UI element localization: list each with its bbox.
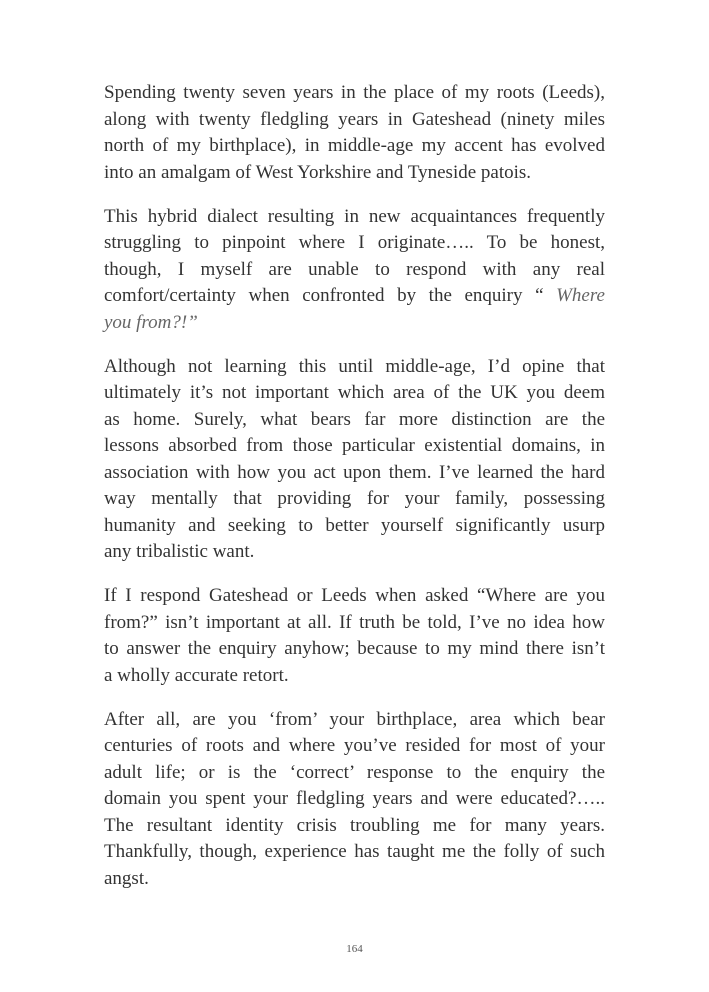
text-line: as home. Surely, what bears far more distinction are the	[104, 408, 605, 430]
text-line: north of my birthplace), in middle-age my accent has evolved	[104, 135, 605, 156]
text-line: adult life; or is the ‘correct’ response to the enquiry the	[104, 761, 605, 783]
text-line: Spending twenty seven years in the place of my roots (Leeds),	[104, 82, 605, 103]
text-line: If I respond Gateshead or Leeds when asked “Where are you	[104, 585, 605, 606]
text-line: humanity and seeking to better yourself significantly usurp	[104, 514, 605, 536]
text-line: lessons absorbed from those particular existential domains, in	[104, 435, 605, 456]
text-line: angst.	[104, 867, 149, 889]
text-line: The resultant identity crisis troubling me for many years.	[104, 814, 605, 836]
paragraph	[104, 583, 605, 689]
text-line: to answer the enquiry anyhow; because to my mind there isn’t	[104, 638, 605, 659]
body-text	[104, 80, 605, 910]
text-line: Although not learning this until middle-age, I’d opine that	[104, 355, 605, 377]
text-line: way mentally that providing for your family, possessing	[104, 488, 605, 509]
text-line: into an amalgam of West Yorkshire and Tyneside patois.	[104, 161, 532, 183]
text-line: along with twenty fledgling years in Gateshead (ninety miles	[104, 108, 605, 130]
paragraph	[104, 354, 605, 566]
italic-quote: Where	[556, 285, 605, 306]
text-line: domain you spent your fledgling years and were educated?…..	[104, 788, 605, 809]
paragraph	[104, 204, 605, 337]
text-line: a wholly accurate retort.	[104, 664, 289, 686]
text-line: association with how you act upon them. I’ve learned the hard	[104, 461, 605, 483]
text-line: This hybrid dialect resulting in new acquaintances frequently	[104, 205, 605, 227]
text-line: any tribalistic want.	[104, 541, 255, 562]
italic-quote: you from?!”	[104, 311, 198, 333]
text-line: struggling to pinpoint where I originate….. To be honest,	[104, 232, 605, 253]
text-line: from?” isn’t important at all. If truth be told, I’ve no idea how	[104, 611, 605, 633]
page-number: 164	[346, 943, 363, 955]
text-line: though, I myself are unable to respond with any real	[104, 258, 605, 280]
text-line: ultimately it’s not important which area of the UK you deem	[104, 382, 605, 403]
paragraph	[104, 80, 605, 186]
text-line: comfort/certainty when confronted by the enquiry “ Where	[104, 285, 605, 306]
paragraph	[104, 707, 605, 893]
text-line: After all, are you ‘from’ your birthplace, area which bear	[104, 708, 605, 730]
text-line: centuries of roots and where you’ve resided for most of your	[104, 735, 605, 756]
text-line	[104, 310, 605, 337]
text-line: Thankfully, though, experience has taught me the folly of such	[104, 841, 605, 862]
